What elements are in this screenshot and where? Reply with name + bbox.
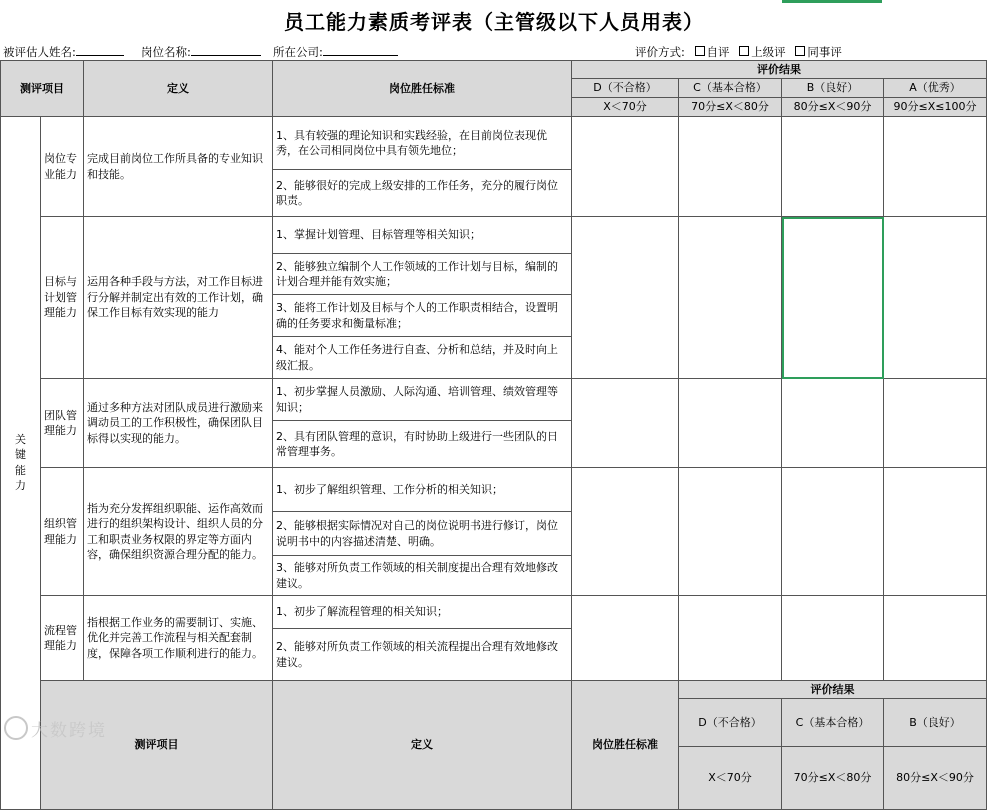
position-name-field[interactable] [141,44,261,60]
standard-cell[interactable]: 1、具有较强的理论知识和实践经验，在目前岗位表现优秀，在公司相同岗位中具有领先地位； [273,117,572,170]
competency-definition[interactable]: 指根据工作业务的需要制订、实施、优化并完善工作流程与相关配套制度，保障各项工作顺利进行的能力。 [84,596,273,681]
grade-c-repeat[interactable]: C（基本合格） [782,699,884,747]
standard-cell[interactable]: 1、掌握计划管理、目标管理等相关知识； [273,217,572,254]
sheet-title: 员工能力素质考评表（主管级以下人员用表） [284,10,704,34]
standard-cell[interactable]: 1、初步了解流程管理的相关知识； [273,596,572,629]
score-cell-d[interactable] [572,468,679,596]
header-item[interactable]: 测评项目 [1,61,84,117]
method-label: 评价方式: [635,45,685,59]
grade-b-repeat[interactable]: B（良好） [884,699,987,747]
standard-cell[interactable]: 2、能够根据实际情况对自己的岗位说明书进行修订，岗位说明书中的内容描述清楚、明确。 [273,512,572,556]
competency-name[interactable]: 组织管理能力 [41,468,84,596]
score-cell-c[interactable] [679,217,782,379]
score-cell-c[interactable] [679,379,782,468]
score-cell-c[interactable] [679,596,782,681]
score-cell-d[interactable] [572,217,679,379]
range-c-repeat[interactable]: 70分≤X＜80分 [782,746,884,809]
company-blank[interactable] [323,44,398,56]
standard-cell[interactable]: 4、能对个人工作任务进行自查、分析和总结，并及时向上级汇报。 [273,337,572,379]
score-cell-b[interactable] [782,117,884,217]
watermark-logo-icon [4,716,28,740]
evaluatee-blank[interactable] [76,44,124,56]
competency-definition[interactable]: 运用各种手段与方法，对工作目标进行分解并制定出有效的工作计划，确保工作目标有效实现的能力 [84,217,273,379]
score-cell-d[interactable] [572,379,679,468]
evaluation-method [635,44,842,60]
score-cell-c[interactable] [679,117,782,217]
header-standard-repeat[interactable]: 岗位胜任标准 [572,681,679,810]
header-definition[interactable]: 定义 [84,61,273,117]
grade-a[interactable]: A（优秀） [884,79,987,98]
standard-cell[interactable]: 3、能将工作计划及目标与个人的工作职责相结合，设置明确的任务要求和衡量标准； [273,295,572,337]
grade-c[interactable]: C（基本合格） [679,79,782,98]
company-field[interactable] [273,44,398,60]
standard-cell[interactable]: 2、能够很好的完成上级安排的工作任务，充分的履行岗位职责。 [273,170,572,217]
standard-cell[interactable]: 3、能够对所负责工作领域的相关制度提出合理有效地修改建议。 [273,556,572,596]
evaluation-table [0,60,987,810]
position-blank[interactable] [191,44,261,56]
header-result[interactable]: 评价结果 [572,61,987,79]
score-cell-c[interactable] [679,468,782,596]
score-cell-b[interactable] [782,379,884,468]
range-d-repeat[interactable]: X＜70分 [679,746,782,809]
score-cell-a[interactable] [884,468,987,596]
option-peer: 同事评 [807,45,842,59]
option-self: 自评 [706,45,730,59]
evaluatee-name-field[interactable] [3,44,124,60]
checkbox-peer[interactable] [795,46,805,56]
score-cell-b[interactable] [782,596,884,681]
range-c[interactable]: 70分≤X＜80分 [679,98,782,117]
competency-definition[interactable]: 指为充分发挥组织职能、运作高效而进行的组织架构设计、组织人员的分工和职责业务权限的界定等方面内容，确保组织资源合理分配的能力。 [84,468,273,596]
score-cell-d[interactable] [572,596,679,681]
standard-cell[interactable]: 2、能够独立编制个人工作领域的工作计划与目标，编制的计划合理并能有效实施； [273,254,572,295]
range-a[interactable]: 90分≤X≤100分 [884,98,987,117]
selected-column-indicator [782,0,882,3]
top-toolbar-strip [0,0,988,3]
grade-d-repeat[interactable]: D（不合格） [679,699,782,747]
score-cell-a[interactable] [884,379,987,468]
score-cell-a[interactable] [884,117,987,217]
range-b[interactable]: 80分≤X＜90分 [782,98,884,117]
category-key-ability[interactable] [1,117,41,810]
competency-name[interactable]: 流程管理能力 [41,596,84,681]
standard-cell[interactable]: 2、能够对所负责工作领域的相关流程提出合理有效地修改建议。 [273,629,572,681]
watermark [4,716,107,741]
competency-name[interactable]: 团队管理能力 [41,379,84,468]
header-definition-repeat[interactable]: 定义 [273,681,572,810]
score-cell-d[interactable] [572,117,679,217]
score-cell-a[interactable] [884,217,987,379]
option-superior: 上级评 [751,45,786,59]
score-cell-a[interactable] [884,596,987,681]
standard-cell[interactable]: 1、初步了解组织管理、工作分析的相关知识； [273,468,572,512]
standard-cell[interactable]: 1、初步掌握人员激励、人际沟通、培训管理、绩效管理等知识； [273,379,572,421]
header-standard[interactable]: 岗位胜任标准 [273,61,572,117]
competency-definition[interactable]: 通过多种方法对团队成员进行激励来调动员工的工作积极性，确保团队目标得以实现的能力。 [84,379,273,468]
score-cell-b[interactable] [782,468,884,596]
checkbox-self[interactable] [695,46,705,56]
company-label: 所在公司: [273,45,323,59]
checkbox-superior[interactable] [739,46,749,56]
grade-d[interactable]: D（不合格） [572,79,679,98]
standard-cell[interactable]: 2、具有团队管理的意识，有时协助上级进行一些团队的日常管理事务。 [273,421,572,468]
header-result-repeat[interactable]: 评价结果 [679,681,987,699]
category-label: 关键能力 [15,432,26,493]
evaluatee-label: 被评估人姓名: [3,45,76,59]
grade-b[interactable]: B（良好） [782,79,884,98]
competency-name[interactable]: 目标与计划管理能力 [41,217,84,379]
competency-name[interactable]: 岗位专业能力 [41,117,84,217]
header-item-repeat[interactable]: 测评项目 [41,681,273,810]
range-d[interactable]: X＜70分 [572,98,679,117]
competency-definition[interactable]: 完成目前岗位工作所具备的专业知识和技能。 [84,117,273,217]
position-label: 岗位名称: [141,45,191,59]
range-b-repeat[interactable]: 80分≤X＜90分 [884,746,987,809]
watermark-text: 大数跨境 [31,721,107,741]
score-cell-b-selected[interactable] [782,217,884,379]
